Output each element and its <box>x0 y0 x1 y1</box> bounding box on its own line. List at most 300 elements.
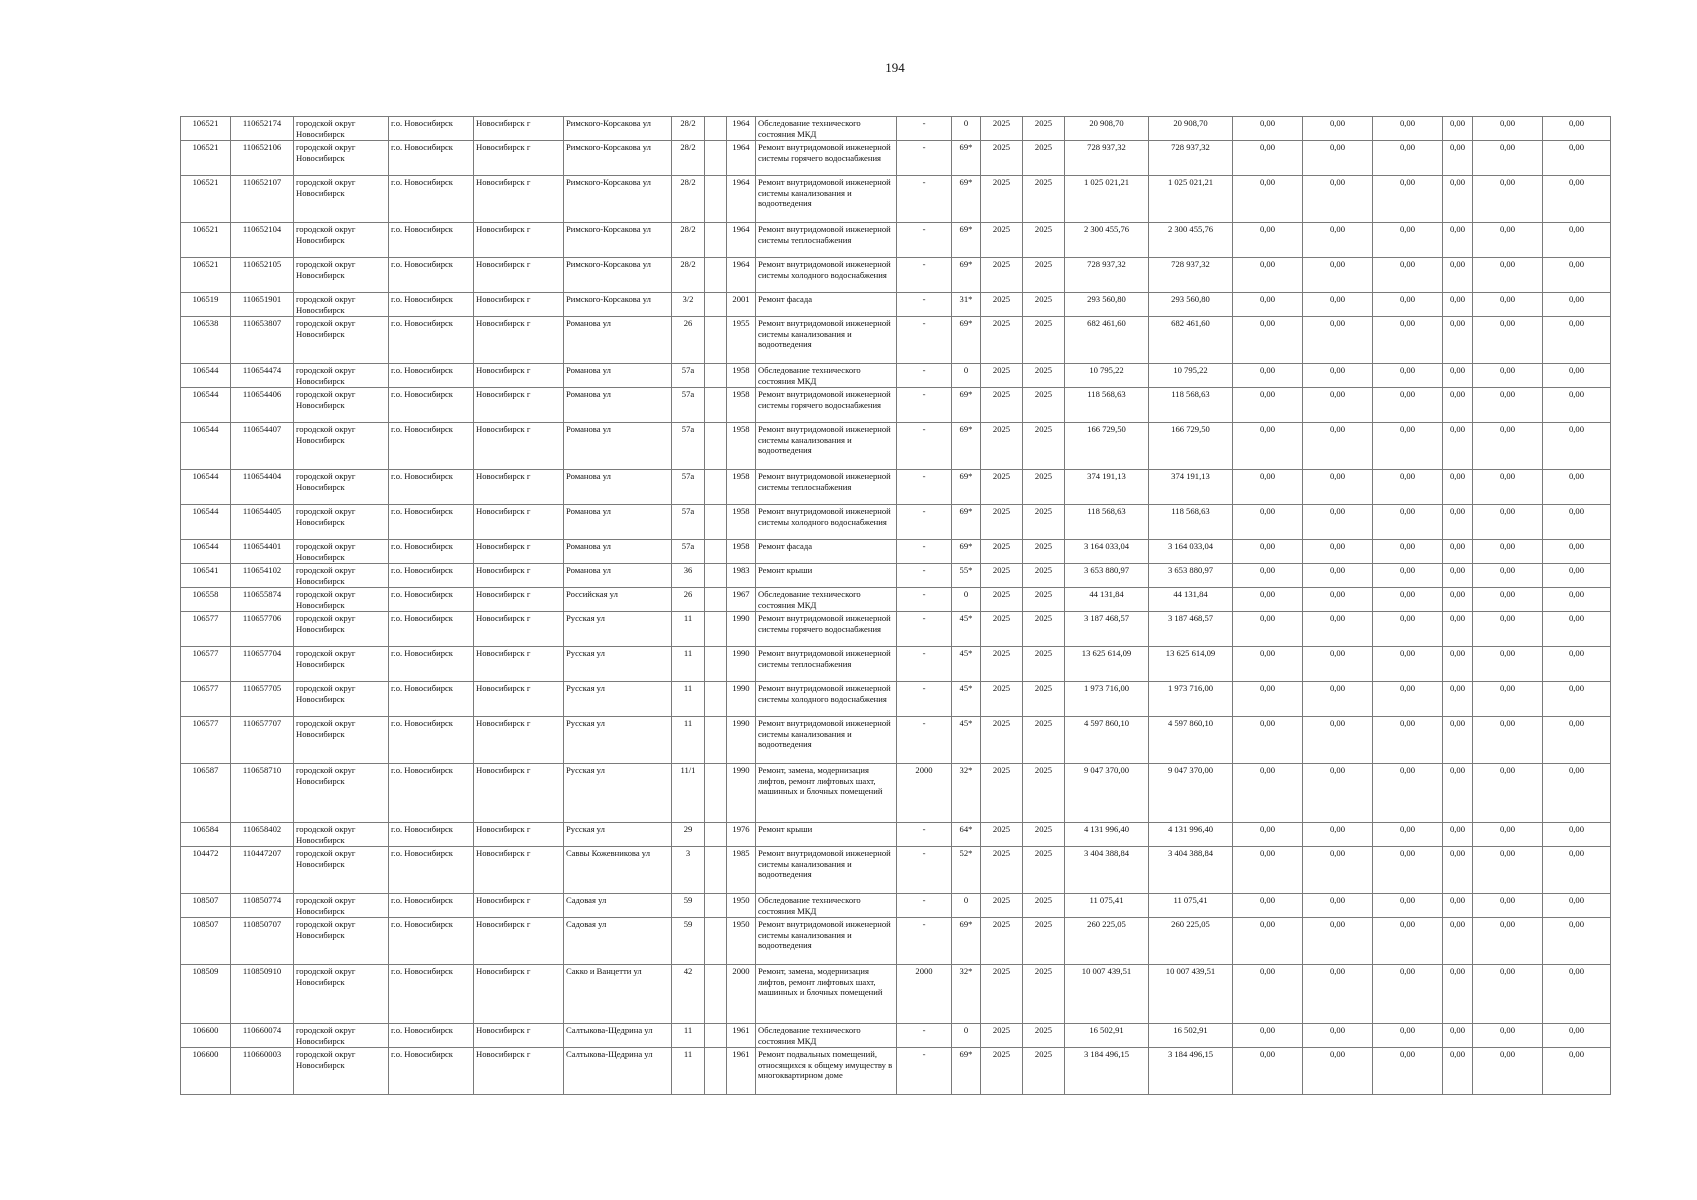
house-id-cell: 106600 <box>181 1024 231 1048</box>
table-row <box>181 1048 1611 1095</box>
street-cell: Русская ул <box>564 823 672 847</box>
table-row <box>181 588 1611 612</box>
municipality-cell: городской округ Новосибирск <box>294 176 389 223</box>
house-id-cell: 106558 <box>181 588 231 612</box>
municipality-cell: городской округ Новосибирск <box>294 647 389 682</box>
cost-extra-cell: 0,00 <box>1543 388 1611 423</box>
year-start-cell: 2025 <box>981 470 1023 505</box>
street-cell: Романова ул <box>564 317 672 364</box>
cost-total-cell: 3 184 496,15 <box>1065 1048 1149 1095</box>
cost-extra-cell: 0,00 <box>1543 141 1611 176</box>
year-end-cell: 2025 <box>1023 588 1065 612</box>
cost-region-cell: 0,00 <box>1303 423 1373 470</box>
build-year-cell: 1990 <box>727 647 756 682</box>
street-cell: Русская ул <box>564 612 672 647</box>
work-type-cell: Ремонт внутридомовой инженерной системы канализования и водоотведения <box>756 918 897 965</box>
page-number: 194 <box>885 60 905 75</box>
wear-cell: 69* <box>952 423 981 470</box>
year-start-cell: 2025 <box>981 388 1023 423</box>
cost-owners-cell: 0,00 <box>1473 470 1543 505</box>
cost-region-cell: 0,00 <box>1303 564 1373 588</box>
wear-cell: 69* <box>952 317 981 364</box>
table-row <box>181 317 1611 364</box>
district-cell: г.о. Новосибирск <box>389 176 474 223</box>
cost-local-cell: 0,00 <box>1373 823 1443 847</box>
table-row <box>181 823 1611 847</box>
lift-year-cell: - <box>897 540 952 564</box>
cost-total-cell: 1 025 021,21 <box>1065 176 1149 223</box>
cost-other-cell: 0,00 <box>1443 141 1473 176</box>
cost-region-cell: 0,00 <box>1303 223 1373 258</box>
street-cell: Саввы Кожевникова ул <box>564 847 672 894</box>
city-cell: Новосибирск г <box>474 505 564 540</box>
house-letter-cell <box>705 141 727 176</box>
cost-total-cell: 9 047 370,00 <box>1065 764 1149 823</box>
street-cell: Римского-Корсакова ул <box>564 223 672 258</box>
house-letter-cell <box>705 317 727 364</box>
cost-fund-cell: 728 937,32 <box>1149 258 1233 293</box>
table-row <box>181 258 1611 293</box>
district-cell: г.о. Новосибирск <box>389 1024 474 1048</box>
work-id-cell: 110654401 <box>231 540 294 564</box>
cost-other-cell: 0,00 <box>1443 588 1473 612</box>
house-id-cell: 108507 <box>181 894 231 918</box>
house-letter-cell <box>705 647 727 682</box>
house-id-cell: 106538 <box>181 317 231 364</box>
lift-year-cell: - <box>897 647 952 682</box>
cost-fund-cell: 118 568,63 <box>1149 505 1233 540</box>
city-cell: Новосибирск г <box>474 423 564 470</box>
house-id-cell: 106521 <box>181 176 231 223</box>
cost-budget-cell: 0,00 <box>1233 847 1303 894</box>
city-cell: Новосибирск г <box>474 764 564 823</box>
house-id-cell: 106600 <box>181 1048 231 1095</box>
city-cell: Новосибирск г <box>474 564 564 588</box>
cost-extra-cell: 0,00 <box>1543 647 1611 682</box>
lift-year-cell: - <box>897 423 952 470</box>
cost-budget-cell: 0,00 <box>1233 717 1303 764</box>
wear-cell: 32* <box>952 764 981 823</box>
cost-other-cell: 0,00 <box>1443 505 1473 540</box>
cost-budget-cell: 0,00 <box>1233 612 1303 647</box>
table-row <box>181 918 1611 965</box>
work-type-cell: Ремонт внутридомовой инженерной системы канализования и водоотведения <box>756 317 897 364</box>
cost-total-cell: 3 653 880,97 <box>1065 564 1149 588</box>
house-letter-cell <box>705 423 727 470</box>
work-id-cell: 110652107 <box>231 176 294 223</box>
wear-cell: 0 <box>952 894 981 918</box>
table-row <box>181 117 1611 141</box>
work-id-cell: 110660003 <box>231 1048 294 1095</box>
cost-owners-cell: 0,00 <box>1473 117 1543 141</box>
house-id-cell: 106521 <box>181 223 231 258</box>
cost-owners-cell: 0,00 <box>1473 540 1543 564</box>
wear-cell: 0 <box>952 588 981 612</box>
year-end-cell: 2025 <box>1023 894 1065 918</box>
table-row <box>181 894 1611 918</box>
wear-cell: 69* <box>952 141 981 176</box>
work-type-cell: Ремонт внутридомовой инженерной системы теплоснабжения <box>756 223 897 258</box>
cost-extra-cell: 0,00 <box>1543 540 1611 564</box>
house-id-cell: 106577 <box>181 647 231 682</box>
street-cell: Салтыкова-Щедрина ул <box>564 1024 672 1048</box>
cost-other-cell: 0,00 <box>1443 823 1473 847</box>
year-start-cell: 2025 <box>981 894 1023 918</box>
house-letter-cell <box>705 682 727 717</box>
lift-year-cell: - <box>897 293 952 317</box>
district-cell: г.о. Новосибирск <box>389 223 474 258</box>
cost-region-cell: 0,00 <box>1303 918 1373 965</box>
build-year-cell: 1964 <box>727 258 756 293</box>
cost-total-cell: 44 131,84 <box>1065 588 1149 612</box>
cost-local-cell: 0,00 <box>1373 717 1443 764</box>
house-number-cell: 57а <box>672 540 705 564</box>
house-id-cell: 106544 <box>181 540 231 564</box>
wear-cell: 45* <box>952 647 981 682</box>
lift-year-cell: - <box>897 505 952 540</box>
house-number-cell: 57а <box>672 470 705 505</box>
cost-total-cell: 260 225,05 <box>1065 918 1149 965</box>
street-cell: Российская ул <box>564 588 672 612</box>
work-type-cell: Ремонт внутридомовой инженерной системы холодного водоснабжения <box>756 258 897 293</box>
build-year-cell: 1964 <box>727 176 756 223</box>
cost-local-cell: 0,00 <box>1373 847 1443 894</box>
year-start-cell: 2025 <box>981 847 1023 894</box>
house-id-cell: 106521 <box>181 117 231 141</box>
cost-other-cell: 0,00 <box>1443 364 1473 388</box>
house-id-cell: 106544 <box>181 505 231 540</box>
house-id-cell: 106584 <box>181 823 231 847</box>
cost-budget-cell: 0,00 <box>1233 1024 1303 1048</box>
work-id-cell: 110657704 <box>231 647 294 682</box>
lift-year-cell: - <box>897 588 952 612</box>
district-cell: г.о. Новосибирск <box>389 717 474 764</box>
table-row <box>181 364 1611 388</box>
cost-other-cell: 0,00 <box>1443 564 1473 588</box>
work-type-cell: Обследование технического состояния МКД <box>756 1024 897 1048</box>
cost-owners-cell: 0,00 <box>1473 258 1543 293</box>
house-number-cell: 26 <box>672 588 705 612</box>
district-cell: г.о. Новосибирск <box>389 388 474 423</box>
work-type-cell: Ремонт внутридомовой инженерной системы холодного водоснабжения <box>756 682 897 717</box>
cost-region-cell: 0,00 <box>1303 117 1373 141</box>
year-start-cell: 2025 <box>981 564 1023 588</box>
cost-local-cell: 0,00 <box>1373 682 1443 717</box>
year-start-cell: 2025 <box>981 293 1023 317</box>
cost-budget-cell: 0,00 <box>1233 588 1303 612</box>
year-start-cell: 2025 <box>981 647 1023 682</box>
year-end-cell: 2025 <box>1023 223 1065 258</box>
year-end-cell: 2025 <box>1023 1048 1065 1095</box>
cost-region-cell: 0,00 <box>1303 823 1373 847</box>
work-id-cell: 110652104 <box>231 223 294 258</box>
work-type-cell: Ремонт, замена, модернизация лифтов, ремонт лифтовых шахт, машинных и блочных помещений <box>756 764 897 823</box>
table-row <box>181 176 1611 223</box>
cost-region-cell: 0,00 <box>1303 258 1373 293</box>
city-cell: Новосибирск г <box>474 682 564 717</box>
cost-other-cell: 0,00 <box>1443 176 1473 223</box>
street-cell: Романова ул <box>564 564 672 588</box>
year-end-cell: 2025 <box>1023 918 1065 965</box>
house-number-cell: 28/2 <box>672 258 705 293</box>
house-number-cell: 28/2 <box>672 176 705 223</box>
district-cell: г.о. Новосибирск <box>389 647 474 682</box>
cost-extra-cell: 0,00 <box>1543 682 1611 717</box>
cost-extra-cell: 0,00 <box>1543 717 1611 764</box>
street-cell: Римского-Корсакова ул <box>564 141 672 176</box>
year-start-cell: 2025 <box>981 117 1023 141</box>
cost-extra-cell: 0,00 <box>1543 965 1611 1024</box>
street-cell: Римского-Корсакова ул <box>564 176 672 223</box>
wear-cell: 0 <box>952 1024 981 1048</box>
table-row <box>181 965 1611 1024</box>
year-end-cell: 2025 <box>1023 117 1065 141</box>
lift-year-cell: - <box>897 223 952 258</box>
lift-year-cell: - <box>897 141 952 176</box>
year-start-cell: 2025 <box>981 1048 1023 1095</box>
cost-fund-cell: 293 560,80 <box>1149 293 1233 317</box>
house-id-cell: 106521 <box>181 258 231 293</box>
house-letter-cell <box>705 470 727 505</box>
year-start-cell: 2025 <box>981 540 1023 564</box>
district-cell: г.о. Новосибирск <box>389 918 474 965</box>
cost-region-cell: 0,00 <box>1303 588 1373 612</box>
cost-local-cell: 0,00 <box>1373 223 1443 258</box>
work-type-cell: Ремонт, замена, модернизация лифтов, ремонт лифтовых шахт, машинных и блочных помещений <box>756 965 897 1024</box>
build-year-cell: 1990 <box>727 764 756 823</box>
municipality-cell: городской округ Новосибирск <box>294 717 389 764</box>
lift-year-cell: - <box>897 612 952 647</box>
year-start-cell: 2025 <box>981 918 1023 965</box>
cost-fund-cell: 10 007 439,51 <box>1149 965 1233 1024</box>
municipality-cell: городской округ Новосибирск <box>294 965 389 1024</box>
house-number-cell: 26 <box>672 317 705 364</box>
house-letter-cell <box>705 717 727 764</box>
table-row <box>181 847 1611 894</box>
work-id-cell: 110654474 <box>231 364 294 388</box>
street-cell: Романова ул <box>564 364 672 388</box>
city-cell: Новосибирск г <box>474 847 564 894</box>
cost-budget-cell: 0,00 <box>1233 647 1303 682</box>
work-id-cell: 110657705 <box>231 682 294 717</box>
work-id-cell: 110657706 <box>231 612 294 647</box>
cost-fund-cell: 1 025 021,21 <box>1149 176 1233 223</box>
municipality-cell: городской округ Новосибирск <box>294 223 389 258</box>
street-cell: Садовая ул <box>564 894 672 918</box>
municipality-cell: городской округ Новосибирск <box>294 588 389 612</box>
year-end-cell: 2025 <box>1023 423 1065 470</box>
house-number-cell: 59 <box>672 918 705 965</box>
cost-extra-cell: 0,00 <box>1543 894 1611 918</box>
house-letter-cell <box>705 965 727 1024</box>
build-year-cell: 1964 <box>727 141 756 176</box>
work-type-cell: Ремонт внутридомовой инженерной системы канализования и водоотведения <box>756 847 897 894</box>
cost-other-cell: 0,00 <box>1443 1024 1473 1048</box>
district-cell: г.о. Новосибирск <box>389 364 474 388</box>
district-cell: г.о. Новосибирск <box>389 847 474 894</box>
city-cell: Новосибирск г <box>474 965 564 1024</box>
house-id-cell: 104472 <box>181 847 231 894</box>
cost-owners-cell: 0,00 <box>1473 965 1543 1024</box>
work-id-cell: 110654405 <box>231 505 294 540</box>
cost-budget-cell: 0,00 <box>1233 117 1303 141</box>
cost-other-cell: 0,00 <box>1443 388 1473 423</box>
year-end-cell: 2025 <box>1023 764 1065 823</box>
year-start-cell: 2025 <box>981 176 1023 223</box>
cost-budget-cell: 0,00 <box>1233 764 1303 823</box>
cost-region-cell: 0,00 <box>1303 647 1373 682</box>
cost-fund-cell: 3 184 496,15 <box>1149 1048 1233 1095</box>
city-cell: Новосибирск г <box>474 540 564 564</box>
cost-owners-cell: 0,00 <box>1473 317 1543 364</box>
district-cell: г.о. Новосибирск <box>389 823 474 847</box>
cost-fund-cell: 1 973 716,00 <box>1149 682 1233 717</box>
work-id-cell: 110654102 <box>231 564 294 588</box>
cost-region-cell: 0,00 <box>1303 364 1373 388</box>
cost-fund-cell: 4 131 996,40 <box>1149 823 1233 847</box>
table-row <box>181 612 1611 647</box>
cost-fund-cell: 10 795,22 <box>1149 364 1233 388</box>
cost-region-cell: 0,00 <box>1303 1048 1373 1095</box>
lift-year-cell: - <box>897 847 952 894</box>
cost-other-cell: 0,00 <box>1443 223 1473 258</box>
work-type-cell: Ремонт внутридомовой инженерной системы теплоснабжения <box>756 647 897 682</box>
cost-extra-cell: 0,00 <box>1543 764 1611 823</box>
lift-year-cell: - <box>897 564 952 588</box>
lift-year-cell: 2000 <box>897 764 952 823</box>
wear-cell: 0 <box>952 117 981 141</box>
cost-region-cell: 0,00 <box>1303 764 1373 823</box>
work-type-cell: Ремонт внутридомовой инженерной системы холодного водоснабжения <box>756 505 897 540</box>
build-year-cell: 1950 <box>727 894 756 918</box>
cost-fund-cell: 118 568,63 <box>1149 388 1233 423</box>
municipality-cell: городской округ Новосибирск <box>294 764 389 823</box>
cost-other-cell: 0,00 <box>1443 317 1473 364</box>
year-end-cell: 2025 <box>1023 388 1065 423</box>
district-cell: г.о. Новосибирск <box>389 540 474 564</box>
cost-owners-cell: 0,00 <box>1473 505 1543 540</box>
build-year-cell: 1985 <box>727 847 756 894</box>
work-type-cell: Ремонт крыши <box>756 823 897 847</box>
house-number-cell: 57а <box>672 388 705 423</box>
cost-fund-cell: 3 164 033,04 <box>1149 540 1233 564</box>
city-cell: Новосибирск г <box>474 1048 564 1095</box>
cost-region-cell: 0,00 <box>1303 388 1373 423</box>
cost-budget-cell: 0,00 <box>1233 388 1303 423</box>
work-id-cell: 110658710 <box>231 764 294 823</box>
work-id-cell: 110651901 <box>231 293 294 317</box>
house-id-cell: 106587 <box>181 764 231 823</box>
house-number-cell: 11/1 <box>672 764 705 823</box>
table-row <box>181 647 1611 682</box>
cost-other-cell: 0,00 <box>1443 117 1473 141</box>
work-type-cell: Ремонт внутридомовой инженерной системы горячего водоснабжения <box>756 141 897 176</box>
cost-extra-cell: 0,00 <box>1543 612 1611 647</box>
cost-extra-cell: 0,00 <box>1543 918 1611 965</box>
cost-extra-cell: 0,00 <box>1543 823 1611 847</box>
lift-year-cell: - <box>897 470 952 505</box>
municipality-cell: городской округ Новосибирск <box>294 258 389 293</box>
cost-local-cell: 0,00 <box>1373 564 1443 588</box>
street-cell: Римского-Корсакова ул <box>564 117 672 141</box>
house-number-cell: 29 <box>672 823 705 847</box>
work-type-cell: Ремонт внутридомовой инженерной системы канализования и водоотведения <box>756 176 897 223</box>
city-cell: Новосибирск г <box>474 1024 564 1048</box>
year-start-cell: 2025 <box>981 823 1023 847</box>
cost-local-cell: 0,00 <box>1373 505 1443 540</box>
house-id-cell: 106541 <box>181 564 231 588</box>
cost-budget-cell: 0,00 <box>1233 470 1303 505</box>
city-cell: Новосибирск г <box>474 176 564 223</box>
district-cell: г.о. Новосибирск <box>389 894 474 918</box>
district-cell: г.о. Новосибирск <box>389 141 474 176</box>
cost-region-cell: 0,00 <box>1303 176 1373 223</box>
cost-other-cell: 0,00 <box>1443 258 1473 293</box>
house-number-cell: 11 <box>672 647 705 682</box>
house-id-cell: 108509 <box>181 965 231 1024</box>
house-number-cell: 57а <box>672 505 705 540</box>
cost-total-cell: 4 597 860,10 <box>1065 717 1149 764</box>
house-letter-cell <box>705 388 727 423</box>
work-id-cell: 110447207 <box>231 847 294 894</box>
street-cell: Романова ул <box>564 540 672 564</box>
municipality-cell: городской округ Новосибирск <box>294 423 389 470</box>
cost-region-cell: 0,00 <box>1303 505 1373 540</box>
cost-local-cell: 0,00 <box>1373 540 1443 564</box>
cost-region-cell: 0,00 <box>1303 317 1373 364</box>
lift-year-cell: - <box>897 364 952 388</box>
year-start-cell: 2025 <box>981 965 1023 1024</box>
lift-year-cell: - <box>897 682 952 717</box>
house-letter-cell <box>705 588 727 612</box>
cost-owners-cell: 0,00 <box>1473 612 1543 647</box>
house-id-cell: 106544 <box>181 423 231 470</box>
cost-other-cell: 0,00 <box>1443 847 1473 894</box>
work-id-cell: 110652106 <box>231 141 294 176</box>
house-number-cell: 28/2 <box>672 223 705 258</box>
cost-total-cell: 728 937,32 <box>1065 258 1149 293</box>
cost-extra-cell: 0,00 <box>1543 564 1611 588</box>
street-cell: Романова ул <box>564 423 672 470</box>
cost-total-cell: 10 795,22 <box>1065 364 1149 388</box>
year-start-cell: 2025 <box>981 764 1023 823</box>
cost-total-cell: 20 908,70 <box>1065 117 1149 141</box>
cost-owners-cell: 0,00 <box>1473 588 1543 612</box>
lift-year-cell: - <box>897 717 952 764</box>
year-end-cell: 2025 <box>1023 564 1065 588</box>
city-cell: Новосибирск г <box>474 647 564 682</box>
wear-cell: 69* <box>952 1048 981 1095</box>
table-row <box>181 423 1611 470</box>
cost-budget-cell: 0,00 <box>1233 317 1303 364</box>
table-row <box>181 388 1611 423</box>
cost-fund-cell: 11 075,41 <box>1149 894 1233 918</box>
cost-region-cell: 0,00 <box>1303 965 1373 1024</box>
wear-cell: 45* <box>952 717 981 764</box>
district-cell: г.о. Новосибирск <box>389 293 474 317</box>
cost-local-cell: 0,00 <box>1373 117 1443 141</box>
cost-extra-cell: 0,00 <box>1543 847 1611 894</box>
cost-extra-cell: 0,00 <box>1543 117 1611 141</box>
year-end-cell: 2025 <box>1023 965 1065 1024</box>
cost-owners-cell: 0,00 <box>1473 823 1543 847</box>
table-row <box>181 682 1611 717</box>
lift-year-cell: - <box>897 388 952 423</box>
cost-owners-cell: 0,00 <box>1473 223 1543 258</box>
city-cell: Новосибирск г <box>474 293 564 317</box>
cost-region-cell: 0,00 <box>1303 894 1373 918</box>
cost-fund-cell: 44 131,84 <box>1149 588 1233 612</box>
